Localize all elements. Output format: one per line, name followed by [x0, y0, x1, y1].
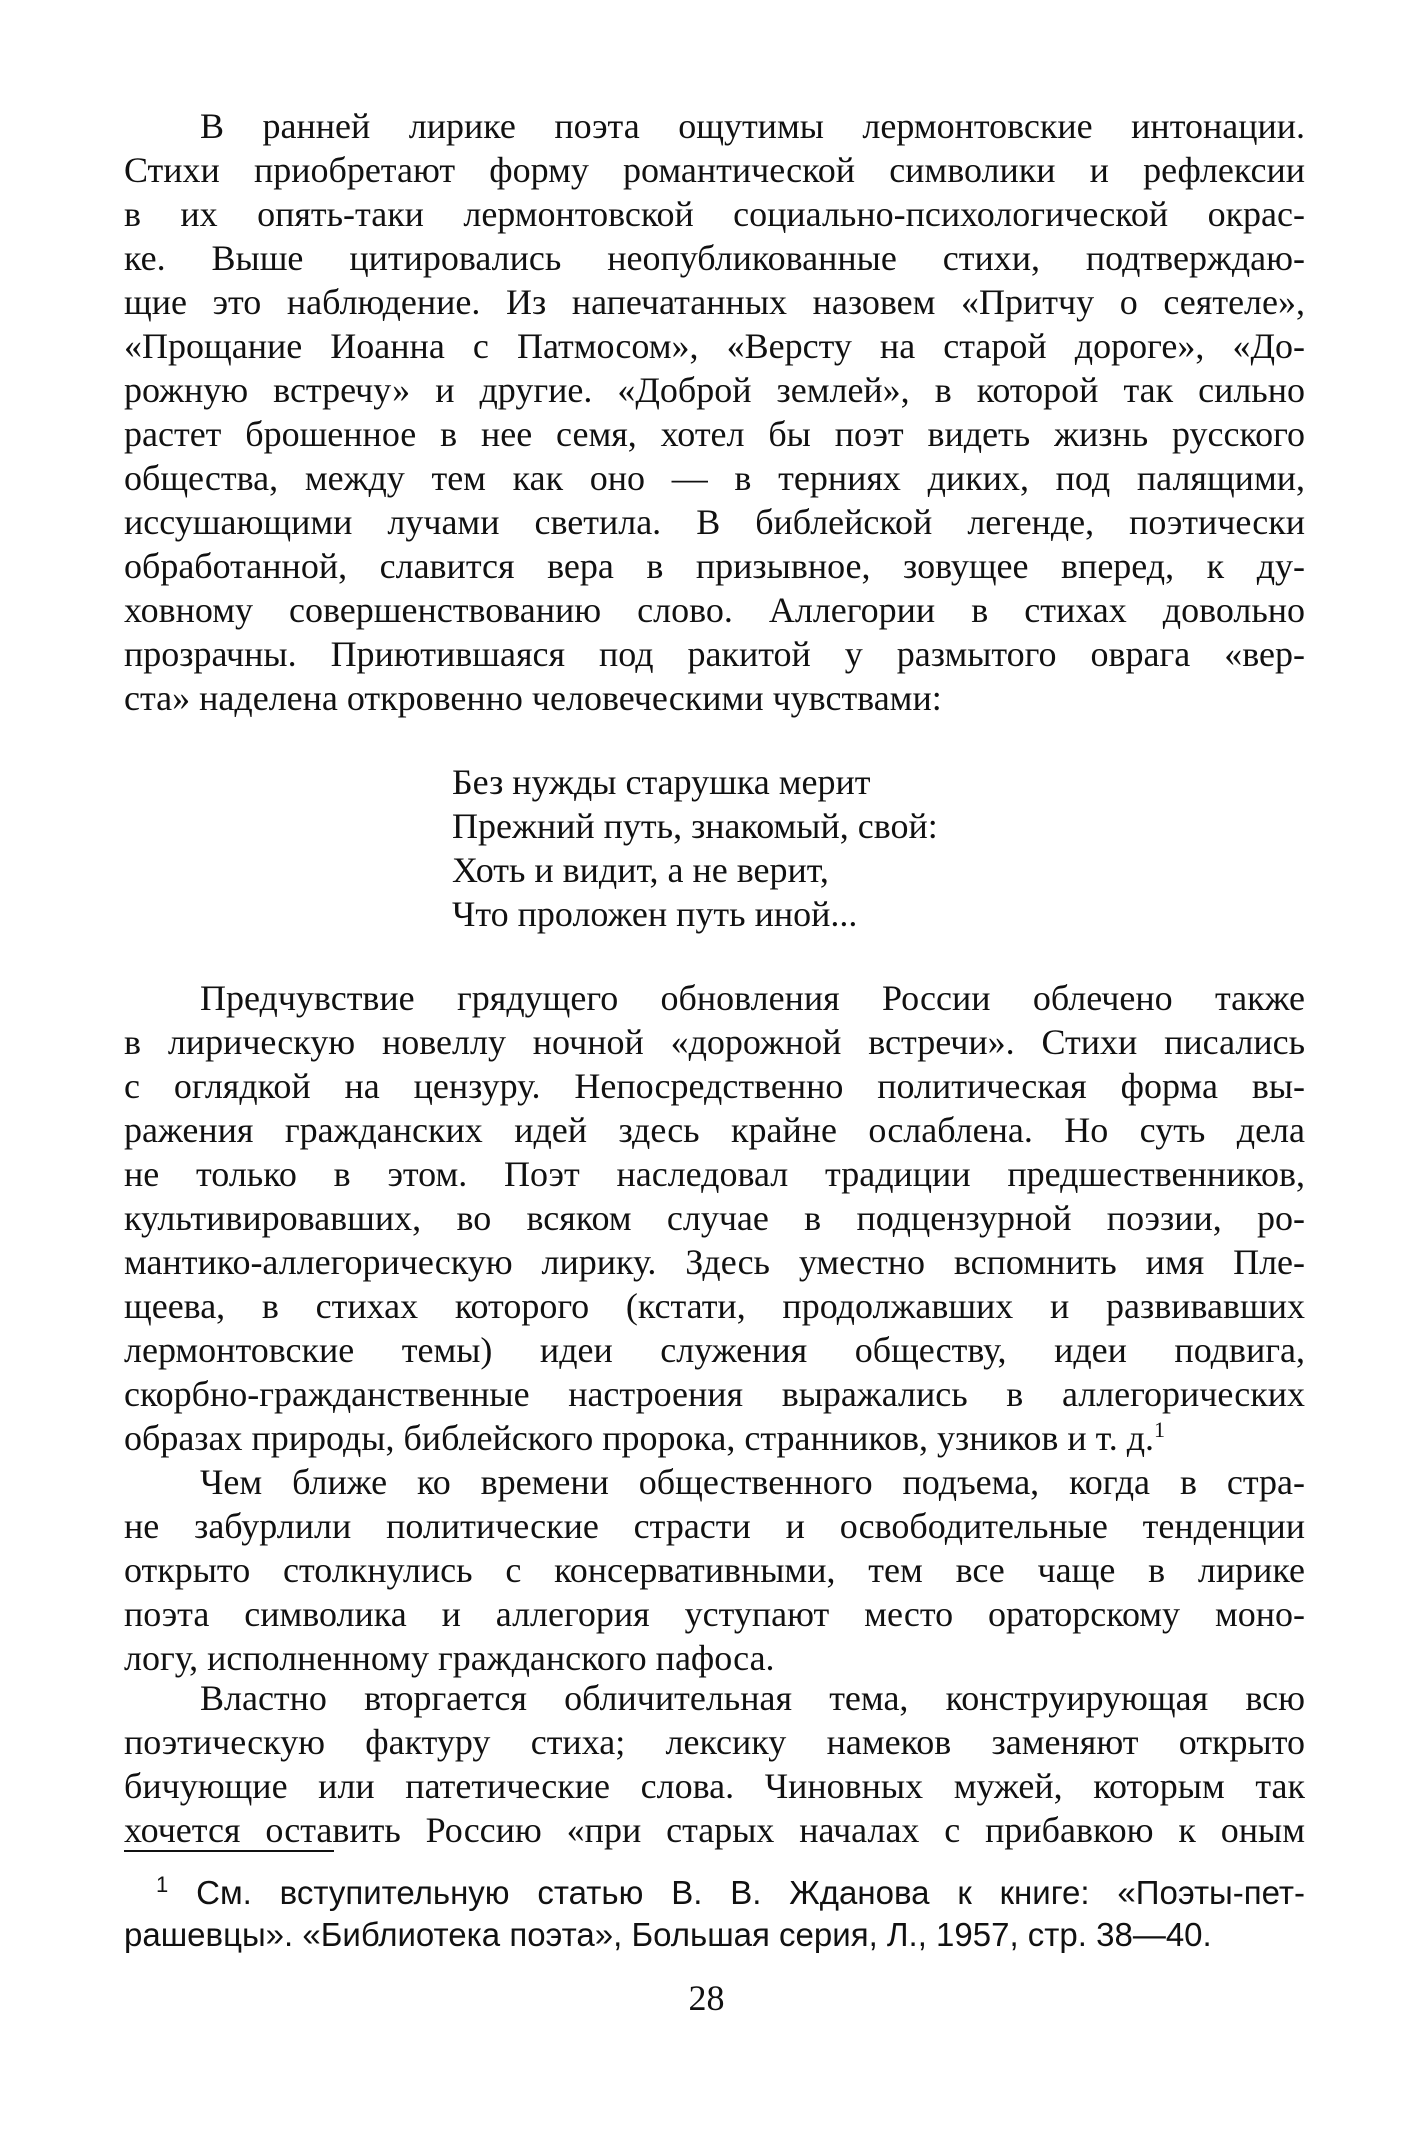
text-line: В ранней лирике поэта ощутимы лермонтовские интонации. [200, 106, 1305, 146]
text-line: ражения гражданских идей здесь крайне ослаблена. Но суть дела [124, 1110, 1305, 1150]
text-line: Стихи приобретают форму романтической символики и рефлексии [124, 150, 1305, 190]
paragraph-4 [124, 1676, 1305, 1852]
poem-line: Без нужды старушка мерит [452, 762, 871, 802]
footnote-marker: 1 [156, 1872, 169, 1897]
text-line: обработанной, славится вера в призывное, зовущее вперед, к ду- [124, 546, 1305, 586]
text-line-content: образах природы, библейского пророка, странников, узников и т. д. [124, 1418, 1155, 1458]
text-line: Предчувствие грядущего обновления России облечено также [200, 978, 1305, 1018]
text-line: скорбно-гражданственные настроения выражались в аллегорических [124, 1374, 1305, 1414]
poem-line: Что проложен путь иной... [452, 894, 858, 934]
text-line: мантико-аллегорическую лирику. Здесь уместно вспомнить имя Пле- [124, 1242, 1305, 1282]
text-line: не только в этом. Поэт наследовал традиции предшественников, [124, 1154, 1305, 1194]
text-line: прозрачны. Приютившаяся под ракитой у размытого оврага «вер- [124, 634, 1305, 674]
text-line: ке. Выше цитировались неопубликованные стихи, подтверждаю- [124, 238, 1305, 278]
text-line: Властно вторгается обличительная тема, конструирующая всю [200, 1678, 1305, 1718]
poem-quote [452, 760, 938, 936]
text-line: в их опять-таки лермонтовской социально-психологической окрас- [124, 194, 1305, 234]
text-line: не забурлили политические страсти и освободительные тенденции [124, 1506, 1305, 1546]
text-line: «Прощание Иоанна с Патмосом», «Версту на старой дороге», «До- [124, 326, 1305, 366]
footnote [124, 1872, 1305, 1956]
text-line: рожную встречу» и другие. «Доброй землей», в которой так сильно [124, 370, 1305, 410]
text-line: бичующие или патетические слова. Чиновных мужей, которым так [124, 1766, 1305, 1806]
page-number: 28 [688, 1978, 725, 2018]
poem-line: Хоть и видит, а не верит, [452, 850, 829, 890]
text-line [124, 1416, 1305, 1460]
footnote-line: рашевцы». «Библиотека поэта», Большая серия, Л., 1957, стр. 38—40. [124, 1916, 1212, 1953]
text-line: ста» наделена откровенно человеческими чувствами: [124, 678, 942, 718]
text-line: в лирическую новеллу ночной «дорожной встречи». Стихи писались [124, 1022, 1305, 1062]
text-line: лермонтовские темы) идеи служения обществу, идеи подвига, [124, 1330, 1305, 1370]
text-line: хочется оставить Россию «при старых началах с прибавкою к оным [124, 1810, 1305, 1850]
text-line: логу, исполненному гражданского пафоса. [124, 1638, 775, 1678]
text-line: растет брошенное в нее семя, хотел бы поэт видеть жизнь русского [124, 414, 1305, 454]
text-line: открыто столкнулись с консервативными, тем все чаще в лирике [124, 1550, 1305, 1590]
text-line: щеева, в стихах которого (кстати, продолжавших и развивавших [124, 1286, 1305, 1326]
text-line: Чем ближе ко времени общественного подъема, когда в стра- [200, 1462, 1305, 1502]
text-line: с оглядкой на цензуру. Непосредственно политическая форма вы- [124, 1066, 1305, 1106]
text-line: иссушающими лучами светила. В библейской легенде, поэтически [124, 502, 1305, 542]
footnote-line [124, 1872, 1305, 1914]
footnote-reference: 1 [1154, 1417, 1166, 1442]
footnote-divider [124, 1850, 334, 1852]
text-line: культивировавших, во всяком случае в подцензурной поэзии, ро- [124, 1198, 1305, 1238]
text-line: поэтическую фактуру стиха; лексику намеков заменяют открыто [124, 1722, 1305, 1762]
footnote-text: См. вступительную статью В. В. Жданова к книге: «Поэты-пет- [196, 1874, 1306, 1911]
text-line: поэта символика и аллегория уступают место ораторскому моно- [124, 1594, 1305, 1634]
poem-line: Прежний путь, знакомый, свой: [452, 806, 938, 846]
paragraph-2 [124, 976, 1305, 1460]
text-line: ховному совершенствованию слово. Аллегории в стихах довольно [124, 590, 1305, 630]
text-line: общества, между тем как оно — в терниях диких, под палящими, [124, 458, 1305, 498]
paragraph-1 [124, 104, 1305, 720]
paragraph-3 [124, 1460, 1305, 1680]
text-line: щие это наблюдение. Из напечатанных назовем «Притчу о сеятеле», [124, 282, 1305, 322]
